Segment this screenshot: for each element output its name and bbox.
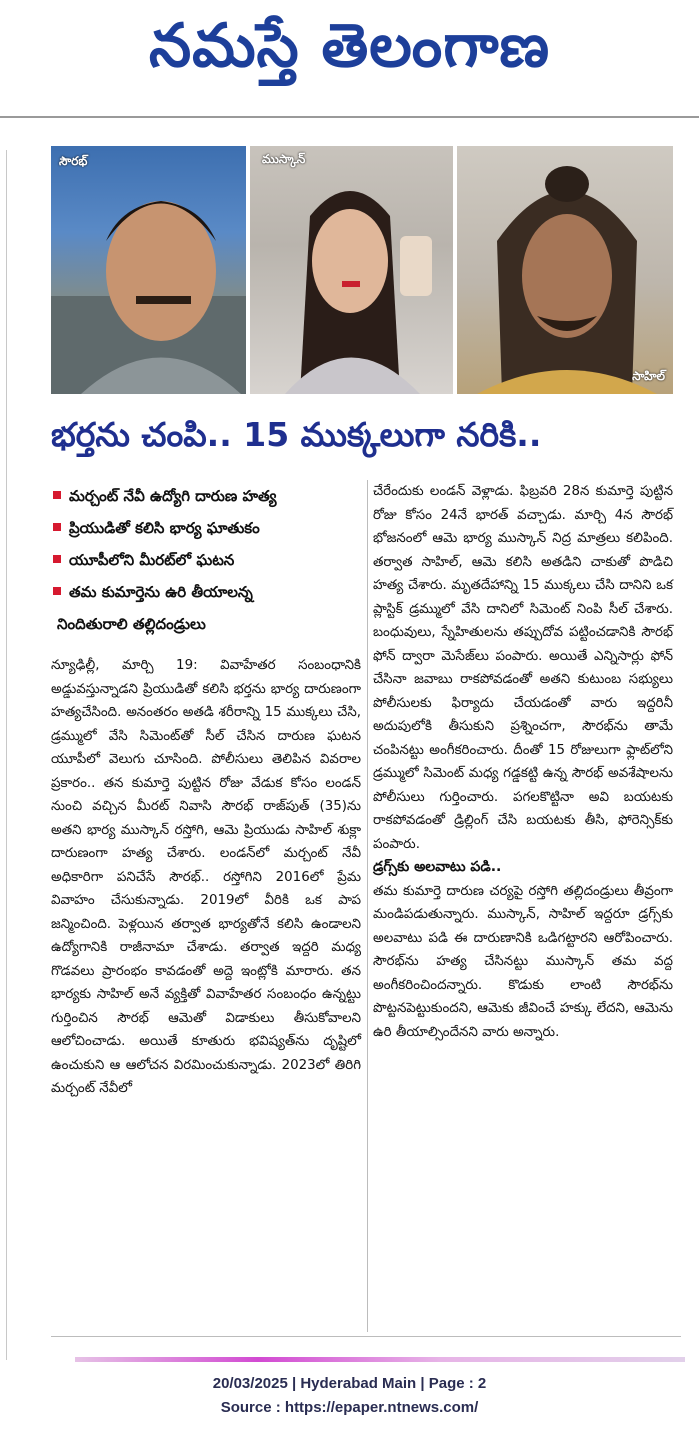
newspaper-title: నమస్తే తెలంగాణ: [148, 11, 551, 81]
footer-source-link[interactable]: Source : https://epaper.ntnews.com/: [220, 1399, 479, 1416]
portrait-man-long-hair-image: [457, 146, 673, 394]
article-subheading: డ్రగ్స్‌కు అలవాటు పడి..: [373, 859, 502, 875]
bullet-square-icon: [53, 555, 61, 563]
portrait-woman-image: [250, 146, 453, 394]
masthead-divider: [0, 116, 699, 118]
masthead: [0, 0, 699, 118]
highlight-item-continued: నిందితురాలి తల్లిదండ్రులు: [57, 615, 206, 633]
article-headline: భర్తను చంపి.. 15 ముక్కలుగా నరికి..: [51, 415, 542, 454]
bullet-square-icon: [53, 491, 61, 499]
column-divider: [367, 480, 368, 1332]
photo-muskan: [250, 146, 453, 394]
photo-saurabh: [51, 146, 246, 394]
highlight-item: ప్రియుడితో కలిసి భార్య ఘాతుకం: [51, 512, 371, 544]
photo-sahil: [457, 146, 673, 394]
body-paragraph: తమ కుమార్తె దారుణ చర్యపై రస్తోగి తల్లిదండ్రులు తీవ్రంగా మండిపడుతున్నారు. ముస్కాన్, సాహిల్ ఇద్దరూ డ్రగ్స్‌కు అలవాటు పడి ఈ దారుణానికి ఒడిగట్టారని ఆరోపించారు. సౌరభ్‌ను హత్య చేసినట్టు ముస్కాన్ తమ వద్ద అంగీకరించిందన్నారు. కొడుకు లాంటి సౌరభ్‌ను పొట్టనపెట్టుకుందని, ఆమెకు జీవించే హక్కు లేదని, ఆమెను ఉరి తీయాల్సిందేనని వారు అన్నారు.: [373, 883, 673, 1040]
body-paragraph: న్యూఢిల్లీ, మార్చి 19: వివాహేతర సంబంధానికి అడ్డువస్తున్నాడని ప్రియుడితో కలిసి భర్తను భార్య దారుణంగా హత్యచేసింది. అనంతరం అతడి శరీరాన్ని 15 ముక్కలు చేసి, డ్రమ్ములో వేసి సిమెంట్‌తో సీల్ చేసిన దారుణ ఘటన యూపీలో వెలుగు చూసింది. పోలీసులు తెలిపిన వివరాల ప్రకారం.. తన కుమార్తె పుట్టిన రోజు వేడుక కోసం లండన్ నుంచి వచ్చిన మీరట్ నివాసి సౌరభ్ రాజ్‌పుత్ (35)ను అతని భార్య ముస్కాన్ రస్తోగి, ఆమె ప్రియుడు సాహిల్ శుక్లా దారుణంగా హత్య చేశారు. లండన్‌లో మర్చంట్ నేవీ అధికారిగా పనిచేసే సౌరభ్.. రస్తోగిని 2016లో ప్రేమ వివాహం చేసుకున్నాడు. 2019లో వీరికి ఒక పాప జన్మించింది. పెళ్లయిన తర్వాత భార్యతోనే కలిసి ఉండాలని ఉద్యోగానికి రాజీనామా చేశాడు. తర్వాత ఇద్దరి మధ్య గొడవలు ప్రారంభం కావడంతో అద్దె ఇంట్లోకి మారారు. తన భార్యకు సాహిల్ అనే వ్యక్తితో వివాహేతర సంబంధం ఉన్నట్టు గుర్తించిన సౌరభ్ ఆమెతో విడాకులు తీసుకోవాలని ఆలోచించాడు. అయితే కూతురు భవిష్యత్‌ను దృష్టిలో ఉంచుకుని ఆ ఆలోచన విరమించుకున్నాడు. 2023లో తిరిగి మర్చంట్ నేవీలో: [51, 658, 361, 1096]
article-body-left: [51, 654, 361, 1101]
page-footer: [0, 1372, 699, 1420]
article-bottom-rule: [51, 1336, 681, 1337]
left-margin-rule: [6, 150, 7, 1360]
photo-caption: సాహిల్: [632, 369, 665, 383]
article-body-right: [373, 480, 673, 1044]
ad-strip-decoration: [75, 1357, 685, 1362]
footer-date-edition: 20/03/2025 | Hyderabad Main | Page : 2: [212, 1375, 487, 1392]
body-paragraph: చేరేందుకు లండన్ వెళ్లాడు. ఫిబ్రవరి 28న కుమార్తె పుట్టిన రోజు కోసం 24నే భారత్ వచ్చాడు. మార్చి 4న సౌరభ్ భోజనంలో ఆమె భార్య ముస్కాన్ నిద్ర మాత్రలు కలిపింది. తర్వాత సాహిల్, ఆమె కలిసి అతడిని చాకుతో పొడిచి హత్య చేశారు. మృతదేహాన్ని 15 ముక్కలు చేసి దానిని ఒక ప్లాస్టిక్ డ్రమ్ములో వేసి దానిలో సిమెంట్ నింపి సీల్ చేశారు. బంధువులు, స్నేహితులను తప్పుదోవ పట్టించడానికి సౌరభ్ ఫోన్ ద్వారా మెసేజ్‌లు పంపారు. అయితే ఎన్నిసార్లు ఫోన్ చేసినా జవాబు రాకపోవడంతో అతని కుటుంబ సభ్యులు పోలీసులకు ఫిర్యాదు చేయడంతో వారు ఇద్దరినీ అదుపులోకి తీసుకుని ప్రశ్నించగా, సౌరభ్‌ను తామే చంపినట్టు అంగీకరించారు. దీంతో 15 రోజులుగా ఫ్లాట్‌లోని డ్రమ్ములో సిమెంట్ మధ్య గడ్డకట్టి ఉన్న సౌరభ్ అవశేషాలను పోలీసులు గుర్తించారు. పగలకొట్టినా అవి బయటకు రాకపోవడంతో డ్రిల్లింగ్ చేసి బయటకు తీసి, ఫోరెన్సిక్‌కు పంపారు.: [373, 484, 673, 852]
highlight-item: యూపీలోని మీరట్‌లో ఘటన: [51, 544, 371, 576]
photo-caption: సౌరభ్: [59, 154, 88, 168]
portrait-man-image: [51, 146, 246, 394]
bullet-square-icon: [53, 587, 61, 595]
highlights-list: [51, 480, 371, 640]
highlight-item: తమ కుమార్తెను ఉరి తీయాలన్న: [51, 576, 371, 608]
bullet-square-icon: [53, 523, 61, 531]
photo-caption: ముస్కాన్: [262, 152, 306, 166]
highlight-item: మర్చంట్ నేవీ ఉద్యోగి దారుణ హత్య: [51, 480, 371, 512]
